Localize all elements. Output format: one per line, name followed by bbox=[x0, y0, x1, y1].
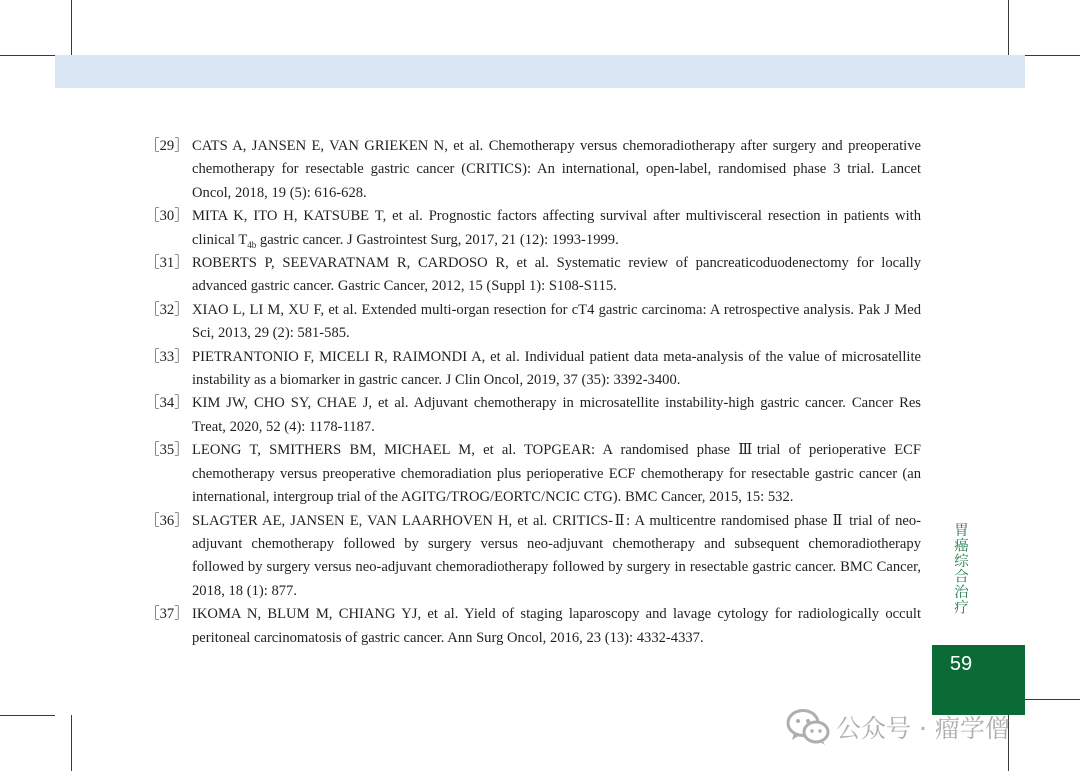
reference-list bbox=[145, 135, 921, 650]
reference-item bbox=[145, 346, 921, 393]
reference-text: SLAGTER AE, JANSEN E, VAN LAARHOVEN H, et al. CRITICS-Ⅱ: A multicentre randomised phase Ⅱ trial of neo-adjuvant chemotherapy followed by surgery versus neo-adjuvant chemotherapy and subsequent chemoradiotherapy followed by surgery versus neo-adjuvant chemoradiotherapy followed by surgery in resectable gastric cancer. BMC Cancer, 2018, 18 (1): 877. bbox=[192, 512, 921, 599]
reference-text-part: gastric cancer. J Gastrointest Surg, 2017, 21 (12): 1993-1999. bbox=[256, 231, 619, 248]
reference-text: ROBERTS P, SEEVARATNAM R, CARDOSO R, et al. Systematic review of pancreaticoduodenectomy for locally advanced gastric cancer. Gastric Cancer, 2012, 15 (Suppl 1): S108-S115. bbox=[192, 255, 921, 295]
reference-number: ［34］ bbox=[145, 395, 189, 412]
crop-mark-bl-v bbox=[71, 715, 72, 771]
watermark bbox=[786, 705, 1010, 749]
reference-item bbox=[145, 252, 921, 299]
watermark-text: 公众号 · 瘤学僧 bbox=[836, 714, 1010, 743]
reference-text: XIAO L, LI M, XU F, et al. Extended multi-organ resection for cT4 gastric carcinoma: A retrospective analysis. Pak J Med Sci, 2013, 29 (2): 581-585. bbox=[192, 301, 921, 342]
crop-mark-bl-h bbox=[0, 715, 55, 716]
reference-number: ［29］ bbox=[145, 138, 189, 154]
wechat-icon bbox=[786, 708, 830, 746]
reference-text-part: MITA K, ITO H, KATSUBE T, et al. Prognostic factors affecting survival after multivisceral resection in patients with clinical T bbox=[192, 208, 921, 248]
crop-mark-tl-v bbox=[71, 0, 72, 55]
reference-number: ［35］ bbox=[145, 442, 189, 459]
crop-mark-tr-v bbox=[1008, 0, 1009, 55]
reference-number: ［32］ bbox=[145, 301, 189, 318]
subscript: 4b bbox=[247, 239, 257, 250]
reference-item bbox=[145, 510, 921, 604]
reference-number: ［37］ bbox=[145, 606, 189, 623]
reference-text: IKOMA N, BLUM M, CHIANG YJ, et al. Yield of staging laparoscopy and lavage cytology for radiologically occult peritoneal carcinomatosis of gastric cancer. Ann Surg Oncol, 2016, 23 (13): 4332-4337. bbox=[192, 606, 921, 646]
reference-text: CATS A, JANSEN E, VAN GRIEKEN N, et al. Chemotherapy versus chemoradiotherapy after surgery and preoperative chemotherapy for resectable gastric cancer (CRITICS): An international, open-label, randomised phase 3 trial. Lancet Oncol, 2018, 19 (5): 616-628. bbox=[192, 138, 921, 201]
side-chapter-title: 胃癌综合治疗 bbox=[952, 522, 968, 615]
header-band bbox=[55, 55, 1025, 88]
crop-mark-br-h bbox=[1025, 699, 1080, 700]
reference-item bbox=[145, 299, 921, 346]
reference-item bbox=[145, 205, 921, 252]
reference-item bbox=[145, 392, 921, 439]
reference-number: ［31］ bbox=[145, 255, 189, 272]
crop-mark-tl-h bbox=[0, 55, 55, 56]
reference-text: LEONG T, SMITHERS BM, MICHAEL M, et al. TOPGEAR: A randomised phase Ⅲtrial of perioperative ECF chemotherapy versus preoperative chemoradiation plus perioperative ECF chemotherapy for resectable gastric cancer (an international, intergroup trial of the AGITG/TROG/EORTC/NCIC CTG). BMC Cancer, 2015, 15: 532. bbox=[192, 442, 921, 506]
reference-number: ［33］ bbox=[145, 348, 189, 365]
reference-number: ［36］ bbox=[145, 512, 189, 529]
reference-item bbox=[145, 603, 921, 650]
reference-number: ［30］ bbox=[145, 208, 189, 225]
reference-item bbox=[145, 135, 921, 205]
reference-text bbox=[192, 205, 921, 252]
reference-text: PIETRANTONIO F, MICELI R, RAIMONDI A, et al. Individual patient data meta-analysis of the value of microsatellite instability as a biomarker in gastric cancer. J Clin Oncol, 2019, 37 (35): 3392-3400. bbox=[192, 348, 921, 389]
reference-item bbox=[145, 439, 921, 509]
reference-text: KIM JW, CHO SY, CHAE J, et al. Adjuvant chemotherapy in microsatellite instability-high gastric cancer. Cancer Res Treat, 2020, 52 (4): 1178-1187. bbox=[192, 395, 921, 435]
page-number: 59 bbox=[949, 653, 973, 675]
crop-mark-tr-h bbox=[1025, 55, 1080, 56]
